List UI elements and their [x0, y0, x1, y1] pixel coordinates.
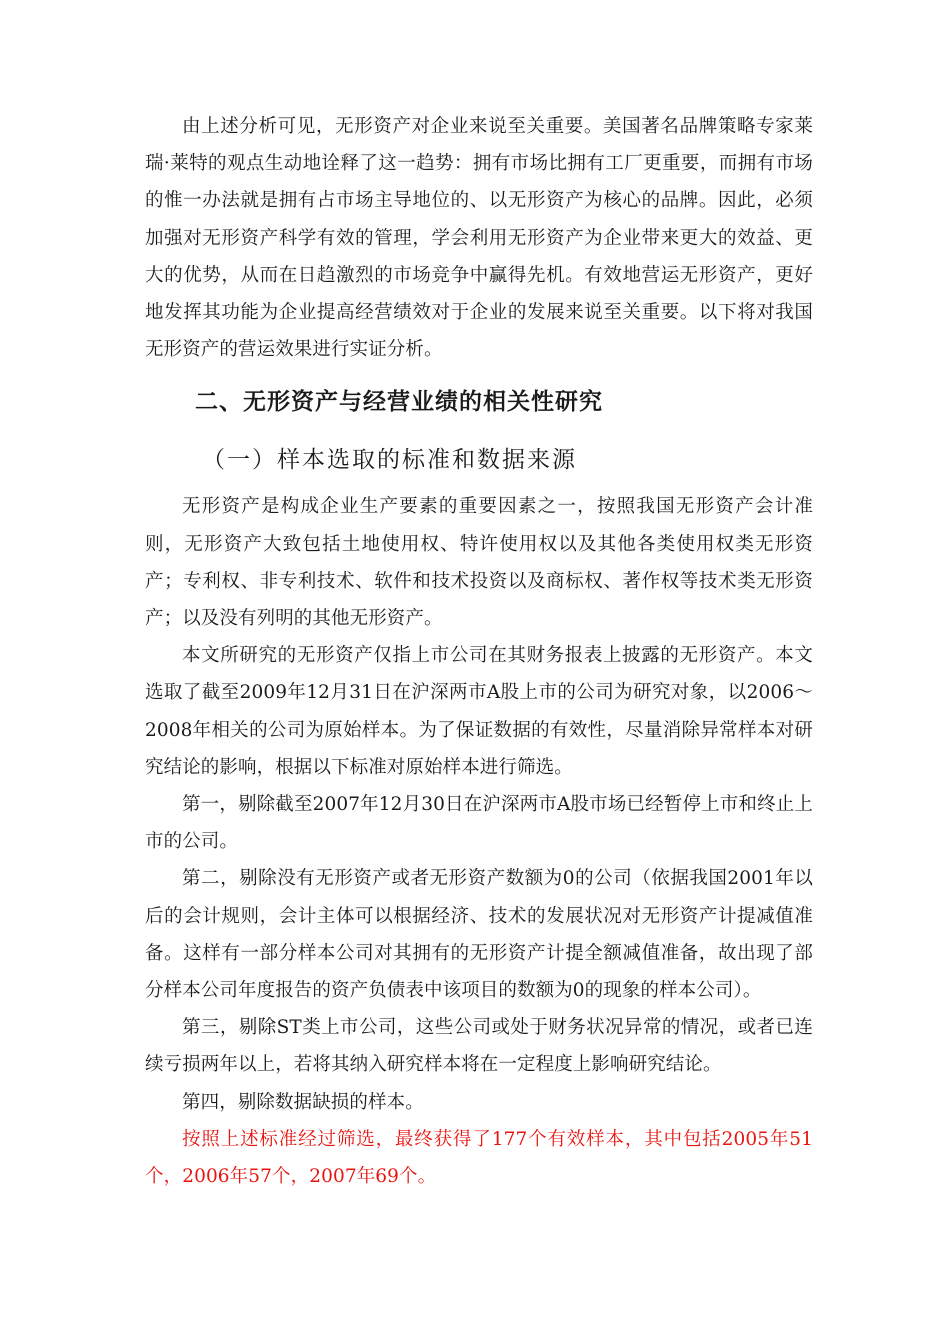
- subsection-heading: （一）样本选取的标准和数据来源: [202, 447, 577, 474]
- result-paragraph-highlight: 按照上述标准经过筛选，最终获得了177个有效样本，其中包括2005年51个，2006年57个，2007年69个。: [145, 1128, 813, 1188]
- body-paragraph-definition: 无形资产是构成企业生产要素的重要因素之一，按照我国无形资产会计准则，无形资产大致包括土地使用权、特许使用权以及其他各类使用权类无形资产；专利权、非专利技术、软件和技术投资以及商标权、著作权等技术类无形资产；以及没有列明的其他无形资产。: [145, 496, 813, 630]
- body-paragraph-sample: 本文所研究的无形资产仅指上市公司在其财务报表上披露的无形资产。本文选取了截至2009年12月31日在沪深两市A股上市的公司为研究对象，以2006～2008年相关的公司为原始样本。为了保证数据的有效性，尽量消除异常样本对研究结论的影响，根据以下标准对原始样本进行筛选。: [145, 645, 813, 778]
- section-heading: 二、无形资产与经营业绩的相关性研究: [195, 389, 603, 416]
- criteria-paragraph-second: 第二，剔除没有无形资产或者无形资产数额为0的公司（依据我国2001年以后的会计规则，会计主体可以根据经济、技术的发展状况对无形资产计提减值准备。这样有一部分样本公司对其拥有的无形资产计提全额减值准备，故出现了部分样本公司年度报告的资产负债表中该项目的数额为0的现象的样本公司）。: [145, 868, 813, 1002]
- criteria-paragraph-fourth: 第四，剔除数据缺损的样本。: [182, 1091, 424, 1113]
- intro-paragraph: 由上述分析可见，无形资产对企业来说至关重要。美国著名品牌策略专家莱瑞·莱特的观点生动地诠释了这一趋势：拥有市场比拥有工厂更重要，而拥有市场的惟一办法就是拥有占市场主导地位的、以无形资产为核心的品牌。因此，必须加强对无形资产科学有效的管理，学会利用无形资产为企业带来更大的效益、更大的优势，从而在日趋激烈的市场竞争中赢得先机。有效地营运无形资产，更好地发挥其功能为企业提高经营绩效对于企业的发展来说至关重要。以下将对我国无形资产的营运效果进行实证分析。: [145, 116, 813, 361]
- criteria-paragraph-third: 第三，剔除ST类上市公司，这些公司或处于财务状况异常的情况，或者已连续亏损两年以上，若将其纳入研究样本将在一定程度上影响研究结论。: [145, 1017, 813, 1076]
- document-page: [145, 108, 813, 1195]
- criteria-paragraph-first: 第一，剔除截至2007年12月30日在沪深两市A股市场已经暂停上市和终止上市的公司。: [145, 794, 813, 853]
